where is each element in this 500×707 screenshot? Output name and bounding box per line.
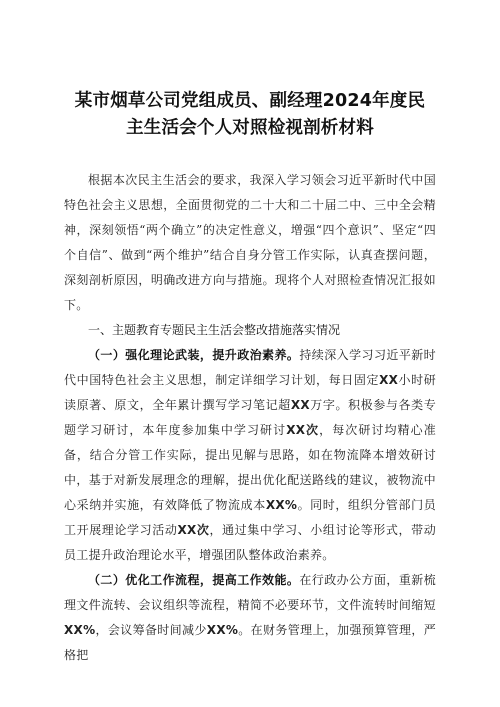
item-1-text: 。同时，组织分管部门员工开展理论学习活动 [64,498,436,537]
document-body [64,168,436,668]
item-1-lead: （一）强化理论武装，提升政治素养。 [88,348,300,362]
item-1-placeholder: XX [290,398,310,412]
title-line-1: 某市烟草公司党组成员、副经理2024年度民 [74,91,426,111]
item-1-text: 小时研读原著、原文，全年累计撰写学习笔记超 [64,373,436,412]
item-2-lead: （二）优化工作流程，提高工作效能。 [88,573,300,587]
item-2-placeholder: XX% [64,623,96,637]
item-1-text: ，每次研讨均精心准备，结合分管工作实际，提出见解与思路，如在物流降本增效研讨中，基于对新发展理念的理解，提出优化配送路线的建议，被物流中心采纳并实施，有效降低了物流成本 [64,423,436,512]
item-1-placeholder: XX% [265,498,298,512]
item-1-placeholder: XX [379,373,399,387]
item-2-text: 在行政办公方面，重新梳理文件流转、会议组织等流程，精简不必要环节，文件流转时间缩短 [64,573,436,612]
section-heading: 一、主题教育专题民主生活会整改措施落实情况 [88,323,341,337]
item-1-text: 万字。积极参与各类专题学习研讨，本年度参加集中学习研讨 [64,398,436,437]
item-1-text: ，通过集中学习、小组讨论等形式，带动员工提升政治理论水平，增强团队整体政治素养。 [64,523,437,562]
title-line-2: 主生活会个人对照检视剖析材料 [126,118,374,138]
item-1-text: 持续深入学习习近平新时代中国特色社会主义思想，制定详细学习计划，每日固定 [64,348,436,387]
item-2-text: ，会议筹备时间减少 [95,623,207,637]
item-1-placeholder: XX次 [286,423,320,437]
item-2-text: 。在财务管理上，加强预算管理，严格把 [64,623,436,662]
intro-paragraph: 根据本次民主生活会的要求，我深入学习领会习近平新时代中国特色社会主义思想，全面贯彻党的二十大和二十届二中、三中全会精神，深刻领悟“两个确立”的决定性意义，增强“四个意识”、坚定“四个自信”、做到“两个维护”结合自身分管工作实际，认真查摆问题，深刻剖析原因，明确改进方向与措施。现将个人对照检查情况汇报如下。 [64,173,436,312]
item-2-paragraph [64,568,436,668]
item-2-placeholder: XX% [206,623,239,637]
item-1-paragraph [64,343,436,568]
document-title [64,88,436,142]
item-1-placeholder: XX次 [177,523,210,537]
